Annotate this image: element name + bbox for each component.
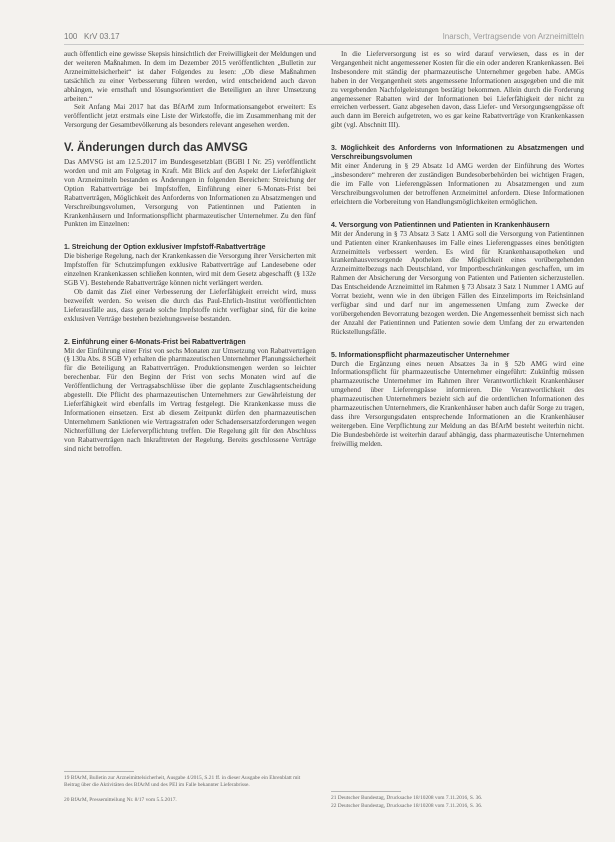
paragraph: Durch die Ergänzung eines neuen Absatzes 3a in § 52b AMG wird eine Informationspflicht für pharmazeutische Unternehmer eingeführt: Zukünftig müssen pharmazeutische Unternehmer im Rahmen ihrer Verantwortlichkeit Krankenhäuser umgehend über Lieferengpässe informieren. Die Verantwortlichkeit des pharmazeutischen Unternehmers bezieht sich auf die ordentlichen Informationen des pharmazeutischen Unternehmers, die Krankenhäuser haben auch dafür Sorge zu tragen, dass ihre Versorgungsdaten entsprechende Informationen an die Krankenhäuser weitergeben. Eine Verpflichtung zur Meldung an das BfArM besteht weiterhin nicht. Die Bundesbehörde ist weiterhin darauf abhängig, dass pharmazeutische Unternehmen freiwillig melden. <box>331 359 584 448</box>
section-heading: V. Änderungen durch das AMVSG <box>64 142 248 155</box>
journal-name: KrV 03.17 <box>84 32 120 41</box>
paragraph: Mit der Änderung in § 73 Absatz 3 Satz 1 AMG soll die Versorgung von Patientinnen und Patienten einer Krankenhauses im Falle eines Lieferengpasses eines benötigten Arzneimittels verbessert werden. Es wird für Krankenhausapotheken und krankenhausversorgende Apotheken die Möglichkeit eines vorübergehenden Arzneimittelbezugs nach Deutschland, vor Importbeschränkungen geschaffen, um im Rahmen der Absicherung der Versorgung von Patienten und Patienten sicherzustellen. Das Entscheidende Arzneimittel im Rahmen § 73 Absatz 3 Satz 1 Nummer 1 AMG auf Vorrat bezieht, wenn wie in den übrigen Fällen des Einzelimports im Reichsinland verfügbar sind und darf nur im angemessenen Umfang zum Zwecke der vorübergehenden Bevorratung bezogen werden. Die Angemessenheit bemisst sich nach der Anzahl der Patientinnen und Patienten sowie dem Umfang der zu erwartenden Rückstellungsfälle. <box>331 229 584 336</box>
paragraph: Ob damit das Ziel einer Verbesserung der Lieferfähigkeit erreicht wird, muss bezweifelt werden. So weisen die durch das Paul-Ehrlich-Institut veröffentlichten Lieferausfälle aus, dass gerade solche Impfstoffe nicht verfügbar sind, für die keine exklusiven Verträge bestehen beziehungsweise bestanden. <box>64 287 316 323</box>
subsection-heading: 5. Informationspflicht pharmazeutischer Unternehmer <box>331 351 510 359</box>
paragraph: auch öffentlich eine gewisse Skepsis hinsichtlich der Freiwilligkeit der Meldungen und der weiteren Maßnahmen. In dem im Dezember 2015 veröffentlichten „Bulletin zur Arzneimittelsicherheit“ ist daher Folgendes zu lesen: „Ob diese Maßnahmen tatsächlich zu einer Verbesserung führen werden, wird entscheidend auch davon abhängen, wie ernsthaft und lösungsorientiert die Beteiligten an ihrer Umsetzung arbeiten.“ <box>64 50 316 103</box>
page-number: 100 <box>64 32 78 41</box>
footnote-rule <box>331 791 401 792</box>
paragraph: Seit Anfang Mai 2017 hat das BfArM zum Informationsangebot erweitert: Es veröffentlicht jetzt erstmals eine Liste der Wirkstoffe, die im Zusammenhang mit der Versorgung der Gesamtbevölkerung als besonders relevant angesehen werden. <box>64 103 316 130</box>
running-title: Inarsch, Vertragsende von Arzneimitteln <box>442 32 584 41</box>
paragraph: Mit der Einführung einer Frist von sechs Monaten zur Umsetzung von Rabattverträgen (§ 130a Abs. 8 SGB V) erhalten die pharmazeutischen Unternehmer Planungssicherheit für die Beteiligung an Rabattverträgen. Produktionsmengen werden so leichter berechenbar. Für den Beginn der Frist von sechs Monaten wird auf die Veröffentlichung der Vertragsabschlüsse über die geplante Zuschlagsentscheidung abgestellt. Die Pflicht des pharmazeutischen Unternehmers zur Gewährleistung der Lieferfähigkeit wird ebenfalls im Vertrag festgelegt. Die Krankenkasse muss die Informationen einsetzen. Erst ab diesem Zeitpunkt dürfen den pharmazeutischen Unternehmern Sanktionen wie Vertragsstrafen oder Schadensersatzforderungen wegen Nichterfüllung der Lieferverpflichtung treffen. Die Regelung gilt für den Abschluss von Rabattverträgen nach Inkrafttreten der Regelung. Bereits geschlossene Verträge sind nicht betroffen. <box>64 346 316 453</box>
footnote: 19 BfArM, Bulletin zur Arzneimittelsicherheit, Ausgabe 4/2015, S.21 ff. in dieser Ausgabe ein Ehrenblatt mit Beitrag über die Aktivitäten des BfArM und des PEI im Falle bekannter Lieferabrisse. <box>64 775 301 788</box>
left-column <box>64 50 316 453</box>
paragraph: In die Lieferversorgung ist es so wird darauf verwiesen, dass es in der Vergangenheit nicht angemessener Kosten für die ein oder anderen Krankenkassen. Bei Insbesondere mit ständig der pharmazeutische Unternehmer gegeben habe. AMGs haben in der Vergangenheit stets angemessene Informationen ausgegeben und die mit zu vergebenden Nachfolgeleistungen bestätigt bekommen. Allein durch die Forderung angemessener Rabatten wird der Informationen bei Lieferfähigkeit der nicht zu erreichen verbessert. Ganz abgesehen davon, dass Liefer- und Versorgungsengpässe oft auch dann im Bereich aufgetreten, wo es gar keine Rabattverträge von Krankenkassen gibt (vgl. Abschnitt III). <box>331 50 584 130</box>
footnote: 21 Deutscher Bundestag, Drucksache 18/10208 vom 7.11.2016, S. 36. <box>331 795 483 801</box>
right-column <box>331 50 584 449</box>
paragraph: Die bisherige Regelung, nach der Krankenkassen die Versorgung ihrer Versicherten mit Impfstoffen für Schutzimpfungen exklusive Rabattverträge auf Landesebene oder einzelnen Krankenkassen schließen konnten, wird mit dem Gesetz abgeschafft (§ 132e SGB V). Bestehende Rabattverträge können nicht verlängert werden. <box>64 252 316 288</box>
paragraph: Mit einer Änderung in § 29 Absatz 1d AMG werden der Einführung des Wortes „insbesondere“ mehreren der zuständigen Bundesoberbehörden bei wichtigen Fragen, die im Falle von Lieferengpässen Informationen zu Absatzmengen und zum Verschreibungsvolumen der betroffenen Arzneimittel anfordern. Diese Informationen erleichtern die Vorbereitung von Handlungsmöglichkeiten ermöglichen. <box>331 162 584 206</box>
subsection-heading: 2. Einführung einer 6-Monats-Frist bei Rabattverträgen <box>64 338 246 346</box>
footnote-rule <box>64 771 134 772</box>
footnote: 22 Deutscher Bundestag, Drucksache 18/10208 vom 7.11.2016, S. 36. <box>331 803 483 809</box>
subsection-heading: 1. Streichung der Option exklusiver Impfstoff-Rabattverträge <box>64 244 266 252</box>
footnote: 20 BfArM, Pressemitteilung Nr. 8/17 vom 5.5.2017. <box>64 797 177 803</box>
page-header <box>64 30 584 45</box>
paragraph: Das AMVSG ist am 12.5.2017 im Bundesgesetzblatt (BGBl I Nr. 25) veröffentlicht worden und mit am Folgetag in Kraft. Mit Blick auf den Aspekt der Lieferfähigkeit von Arzneimitteln bestanden es Änderungen in folgenden Bereichen: Streichung der Option Rabattverträge bei Impfstoffen, Einführung einer 6-Monats-Frist bei Rabattverträgen, Möglichkeit des Anforderns von Informationen zu Absatzmengen und Verschreibungsvolumen, Versorgung von Patientinnen und Patienten in Krankenhäusern und Informationspflicht pharmazeutischer Unternehmer. Zu den fünf Punkten im Einzelnen: <box>64 158 316 229</box>
subsection-heading: 4. Versorgung von Patientinnen und Patienten in Krankenhäusern <box>331 221 550 229</box>
subsection-heading: 3. Möglichkeit des Anforderns von Informationen zu Absatzmengen und Verschreibungsvolumen <box>331 145 584 162</box>
